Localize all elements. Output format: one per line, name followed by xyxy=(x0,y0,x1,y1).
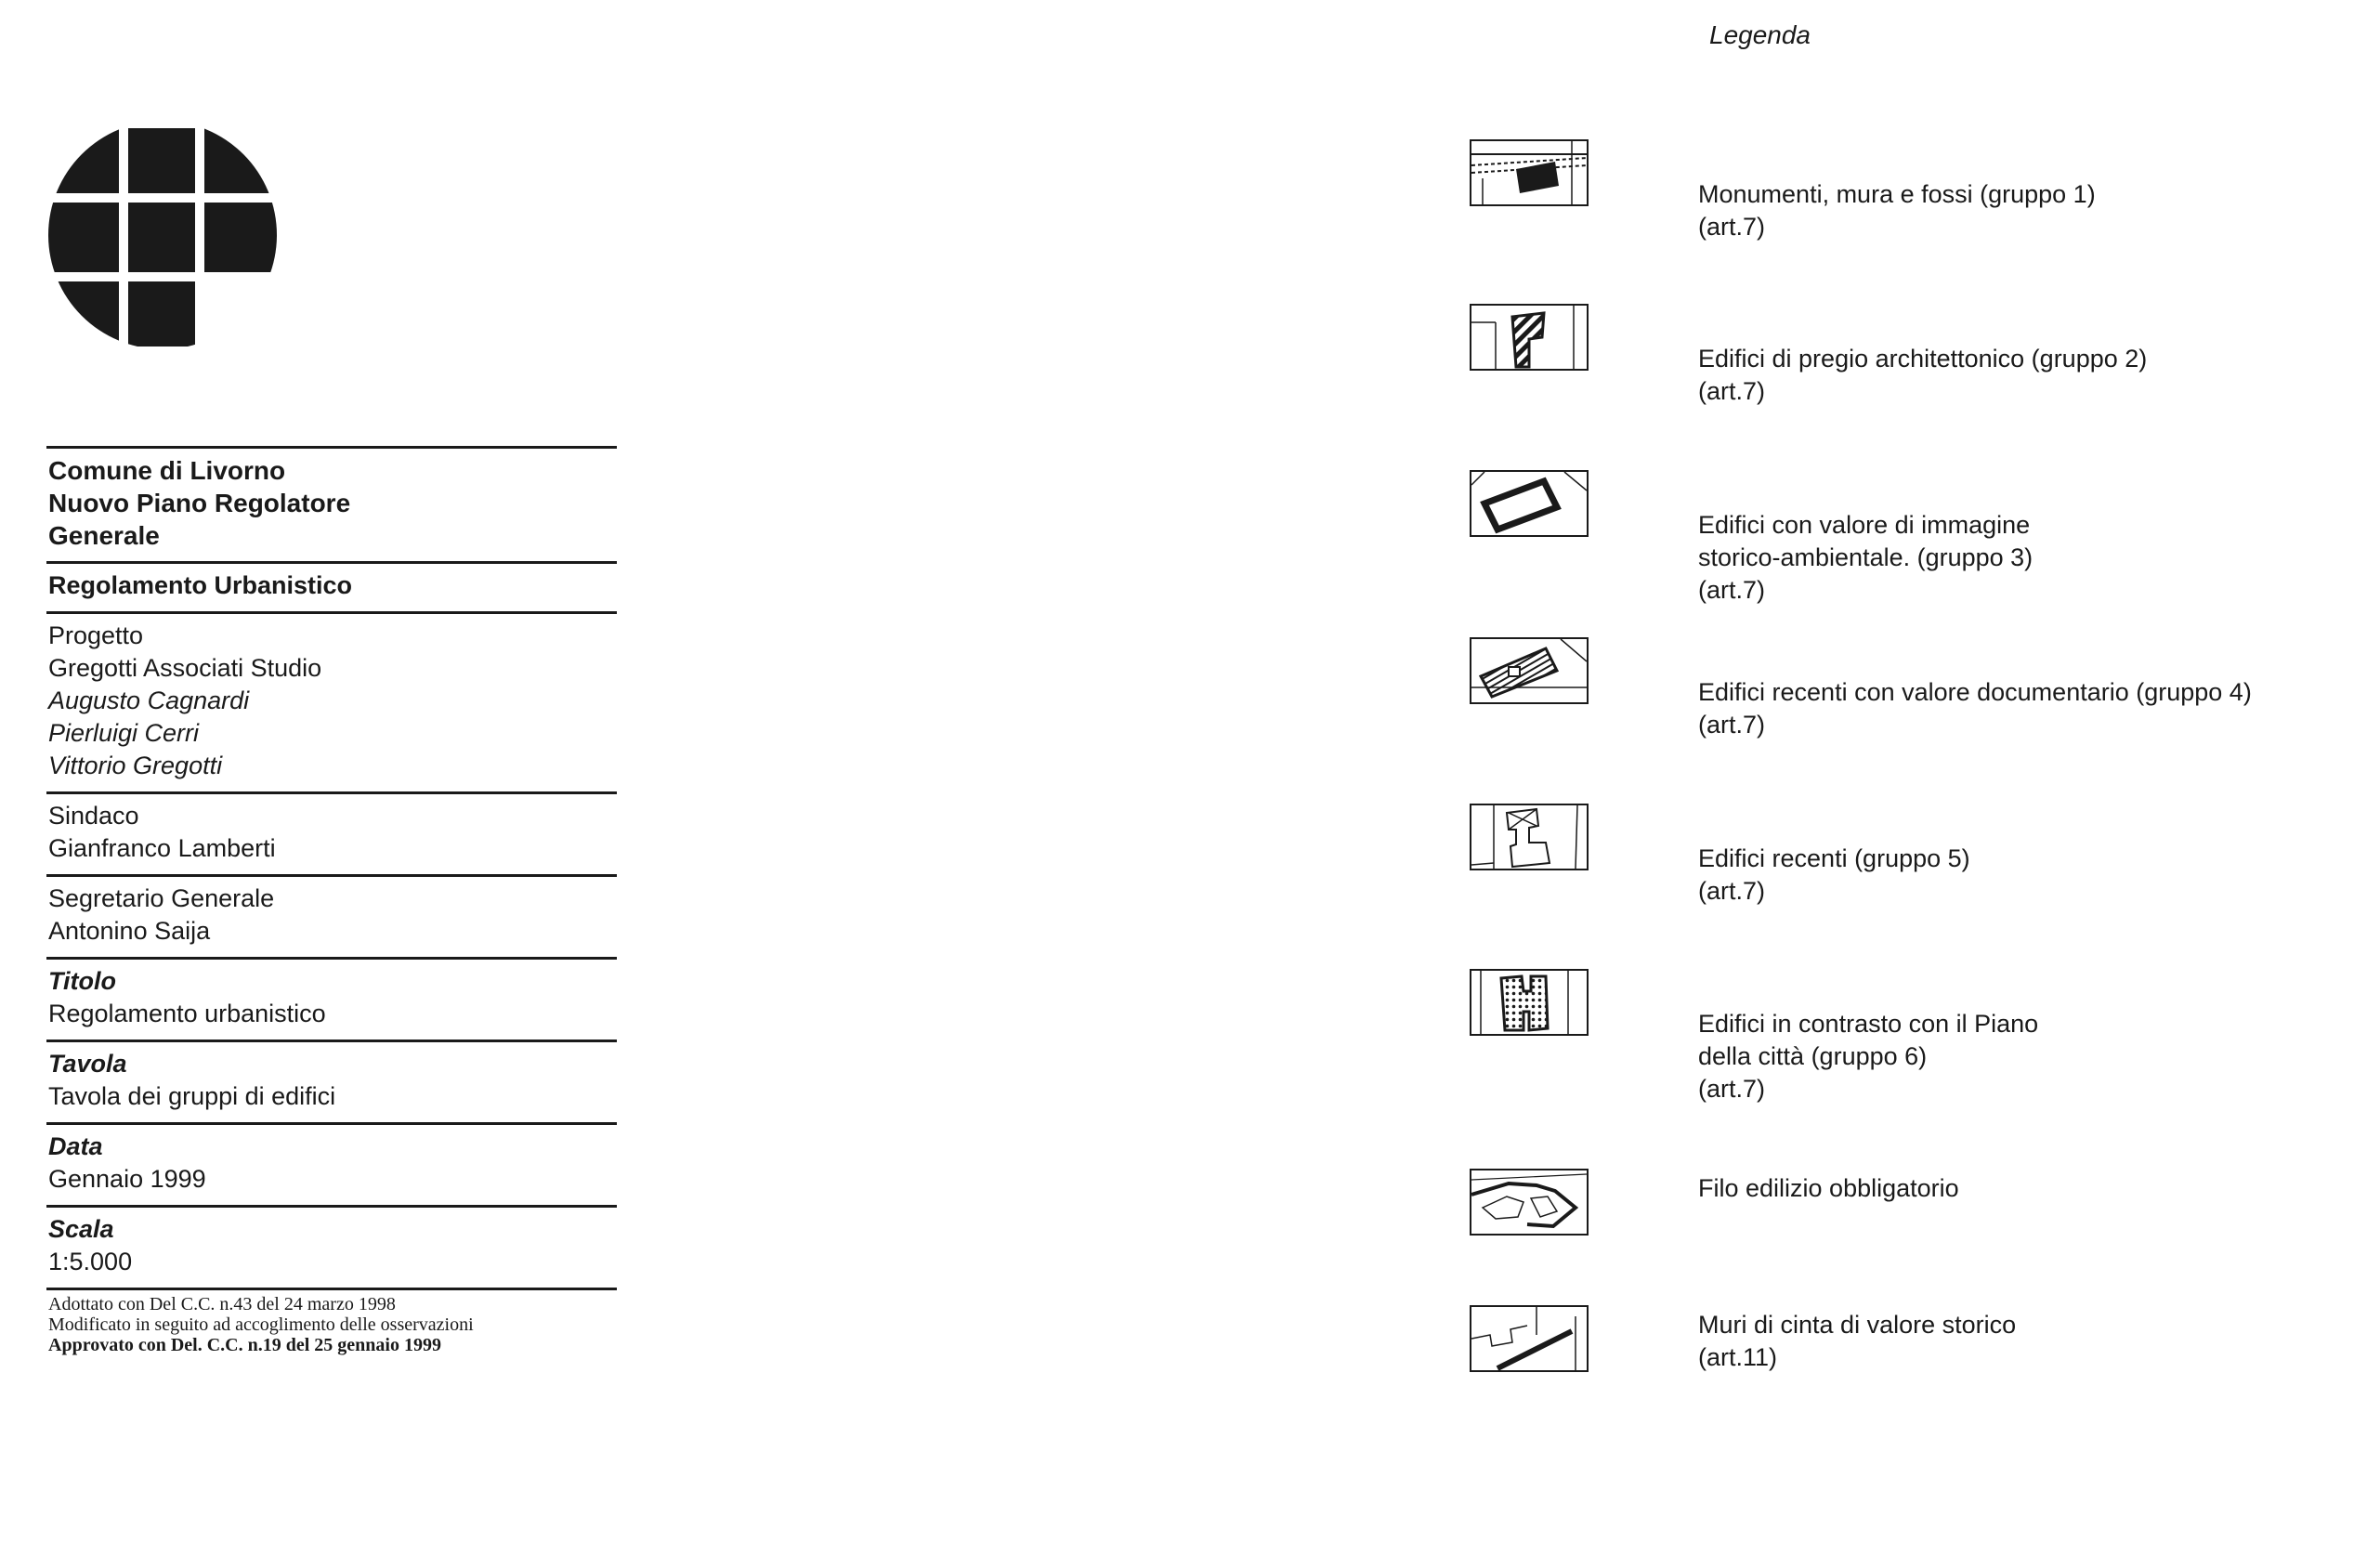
approval-line: Approvato con Del. C.C. n.19 del 25 gennaio 1999 xyxy=(48,1335,441,1355)
legend-text xyxy=(1698,178,2096,243)
progetto-author: Augusto Cagnardi xyxy=(48,686,250,714)
header-section xyxy=(46,446,617,561)
sindaco-label: Sindaco xyxy=(48,802,139,830)
scala-label: Scala xyxy=(48,1215,114,1243)
data-label: Data xyxy=(48,1132,103,1160)
sindaco-section xyxy=(46,791,617,874)
legend-text xyxy=(1698,343,2147,408)
legend-line: (art.11) xyxy=(1698,1343,1778,1371)
titolo-label: Titolo xyxy=(48,967,116,995)
title-block xyxy=(46,446,617,1365)
legend-text xyxy=(1698,676,2252,741)
data-value: Gennaio 1999 xyxy=(48,1165,206,1193)
scala-value: 1:5.000 xyxy=(48,1248,133,1275)
legend-line: Edifici con valore di immagine xyxy=(1698,511,2031,539)
regolamento-section xyxy=(46,561,617,611)
legend-line: (art.7) xyxy=(1698,377,1766,405)
legend-text xyxy=(1698,1008,2038,1105)
legend-line: (art.7) xyxy=(1698,1075,1766,1103)
segretario-name: Antonino Saija xyxy=(48,917,211,945)
tavola-value: Tavola dei gruppi di edifici xyxy=(48,1082,336,1110)
progetto-author: Vittorio Gregotti xyxy=(48,752,223,779)
regolamento-label: Regolamento Urbanistico xyxy=(48,571,353,599)
fine-hatched-building-symbol-icon xyxy=(1470,637,1589,704)
legend-line: della città (gruppo 6) xyxy=(1698,1042,1928,1070)
legend-line: Edifici in contrasto con il Piano xyxy=(1698,1010,2039,1038)
legend-text xyxy=(1698,1309,2016,1374)
legend-line: Edifici recenti (gruppo 5) xyxy=(1698,844,1970,872)
legend-line: Filo edilizio obbligatorio xyxy=(1698,1174,1959,1202)
hatched-building-symbol-icon xyxy=(1470,304,1589,371)
segretario-label: Segretario Generale xyxy=(48,884,275,912)
header-line: Nuovo Piano Regolatore xyxy=(48,489,351,517)
sindaco-name: Gianfranco Lamberti xyxy=(48,834,276,862)
comune-logo xyxy=(46,128,279,347)
dotted-building-symbol-icon xyxy=(1470,969,1589,1036)
scala-section xyxy=(46,1205,617,1288)
progetto-label: Progetto xyxy=(48,621,144,649)
legend-line: (art.7) xyxy=(1698,576,1766,604)
legend-line: Monumenti, mura e fossi (gruppo 1) xyxy=(1698,180,2096,208)
legend-title: Legenda xyxy=(1709,20,1811,49)
legend-line: Muri di cinta di valore storico xyxy=(1698,1311,2017,1339)
legend-line: storico-ambientale. (gruppo 3) xyxy=(1698,543,2033,571)
legend-line: (art.7) xyxy=(1698,213,1766,241)
progetto-section xyxy=(46,611,617,791)
progetto-author: Pierluigi Cerri xyxy=(48,719,200,747)
legend-text xyxy=(1698,509,2033,607)
approval-line: Adottato con Del C.C. n.43 del 24 marzo 1998 xyxy=(48,1294,396,1314)
progetto-studio: Gregotti Associati Studio xyxy=(48,654,322,682)
legend-line: (art.7) xyxy=(1698,877,1766,905)
header-line: Generale xyxy=(48,521,160,550)
titolo-value: Regolamento urbanistico xyxy=(48,1000,326,1027)
tavola-section xyxy=(46,1040,617,1122)
outline-building-symbol-icon xyxy=(1470,804,1589,870)
monument-wall-symbol-icon xyxy=(1470,139,1589,206)
legend-text xyxy=(1698,1172,1959,1205)
legend-text xyxy=(1698,843,1970,908)
boundary-wall-symbol-icon xyxy=(1470,1305,1589,1372)
legend-line: (art.7) xyxy=(1698,711,1766,739)
approval-section xyxy=(46,1288,617,1365)
legend-line: Edifici recenti con valore documentario (gruppo 4) xyxy=(1698,678,2252,706)
tavola-label: Tavola xyxy=(48,1050,127,1078)
data-section xyxy=(46,1122,617,1205)
header-line: Comune di Livorno xyxy=(48,456,286,485)
titolo-section xyxy=(46,957,617,1040)
legend-line: Edifici di pregio architettonico (gruppo 2) xyxy=(1698,345,2148,373)
approval-line: Modificato in seguito ad accoglimento delle osservazioni xyxy=(48,1314,474,1335)
building-line-symbol-icon xyxy=(1470,1169,1589,1236)
thick-outline-building-symbol-icon xyxy=(1470,470,1589,537)
segretario-section xyxy=(46,874,617,957)
